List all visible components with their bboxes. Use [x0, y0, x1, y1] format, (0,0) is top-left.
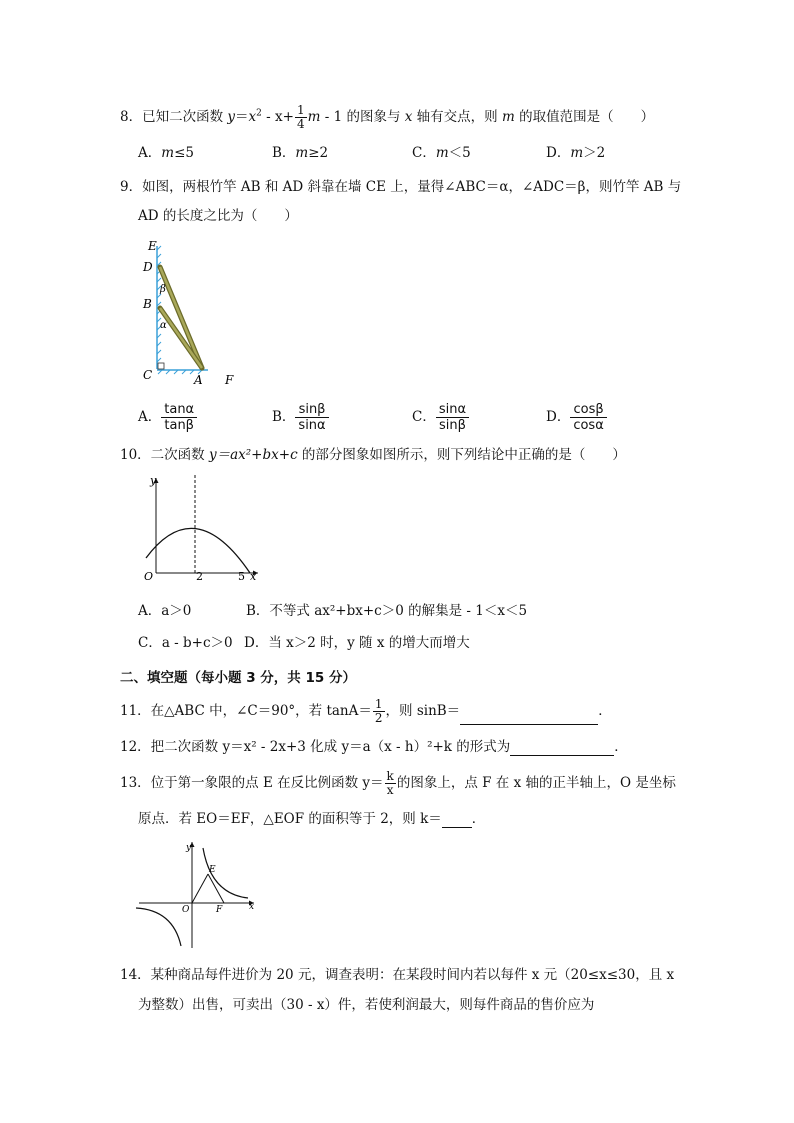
option-label: C． [412, 145, 436, 161]
frac-num: sinβ [295, 402, 328, 418]
option-label: D． [546, 145, 571, 161]
option-text: a - b+c＞0 [161, 635, 233, 651]
q8-var-m: m [307, 109, 321, 125]
frac-den: sinα [298, 418, 326, 433]
q10-graph [138, 470, 263, 586]
q10-tail: 的部分图象如图所示，则下列结论中正确的是（ ） [297, 447, 626, 463]
option-fraction [436, 402, 469, 433]
q8-var-m2: m [501, 109, 515, 125]
parabola-curve [146, 528, 250, 573]
tick-5: 5 [238, 570, 245, 583]
q10-expr: y＝ax²+bx+c [208, 447, 298, 463]
frac-num: tanα [161, 402, 197, 418]
q10-option-a[interactable] [138, 602, 191, 620]
q8-minus-x: - x+ [261, 109, 294, 125]
option-label: A． [138, 603, 162, 619]
q8-sup: 2 [256, 108, 262, 119]
option-label: C． [412, 409, 436, 425]
option-label: D． [546, 409, 571, 425]
hyperbola-branch-2 [136, 908, 181, 946]
q11-prefix: 11．在△ABC 中，∠C＝90°，若 tanA＝ [120, 703, 372, 719]
label-e: E [148, 239, 157, 253]
y-label: y [150, 474, 157, 487]
f-label: F [216, 905, 223, 915]
option-var: m [435, 145, 449, 161]
frac-den: cosα [573, 418, 604, 433]
q13-fraction [385, 770, 396, 797]
option-label: D． [244, 635, 269, 651]
q8-frac-den: 4 [296, 117, 305, 131]
segment-ef [208, 874, 224, 903]
q8-option-c[interactable] [412, 144, 471, 162]
q13-graph [136, 838, 261, 950]
q8-eq: ＝ [235, 109, 249, 125]
q9-stem-line1: 9．如图，两根竹竿 AB 和 AD 斜靠在墙 CE 上，量得∠ABC＝α，∠ADC＝β，则竹竿 AB 与 [120, 179, 682, 195]
q11-end: ． [598, 703, 612, 719]
option-fraction [295, 402, 328, 433]
segment-eo [192, 874, 208, 903]
frac-den: tanβ [164, 418, 194, 433]
option-label: B． [272, 409, 296, 425]
q8-tail3: 的取值范围是（ ） [514, 109, 655, 125]
label-f: F [225, 373, 234, 387]
option-var: m [295, 145, 309, 161]
y-label: y [186, 843, 192, 853]
q8-tail2: 轴有交点，则 [412, 109, 502, 125]
e-label: E [209, 865, 216, 875]
option-fraction [161, 402, 197, 433]
q11-frac-num: 1 [374, 697, 383, 711]
q9-option-a[interactable] [138, 402, 197, 433]
q8-var-x: x [248, 109, 257, 125]
q8-frac-num: 1 [296, 103, 305, 117]
q12-stem [120, 738, 628, 756]
q8-stem [120, 104, 654, 131]
q11-tail: ，则 sinB＝ [385, 703, 461, 719]
frac-num: cosβ [570, 402, 606, 418]
q14-stem-line1: 14．某种商品每件进价为 20 元，调查表明：在某段时间内若以每件 x 元（20≤x≤30，且 x [120, 967, 675, 983]
q10-option-d[interactable] [244, 634, 470, 652]
q12-end: ． [614, 739, 628, 755]
q13-stem-line2 [138, 810, 485, 828]
q8-axis-x: x [404, 109, 413, 125]
label-b: B [143, 297, 152, 311]
label-beta: β [160, 284, 166, 295]
q13-tail: 的图象上，点 F 在 x 轴的正半轴上，O 是坐标 [396, 775, 676, 791]
q9-option-b[interactable] [272, 402, 329, 433]
q8-option-b[interactable] [272, 144, 328, 162]
option-text: 当 x＞2 时，y 随 x 的增大而增大 [268, 635, 470, 651]
option-label: A． [138, 145, 162, 161]
q13-stem-line1 [120, 770, 676, 797]
q11-stem [120, 698, 612, 725]
origin-label: O [144, 570, 154, 583]
label-alpha: α [160, 320, 167, 331]
q11-fraction [373, 698, 385, 725]
section-title: 二、填空题（每小题 3 分，共 15 分） [120, 670, 356, 686]
option-fraction [570, 402, 606, 433]
q11-answer-blank[interactable] [460, 710, 598, 725]
option-label: B． [246, 603, 270, 619]
q8-option-d[interactable] [546, 144, 605, 162]
option-text: 不等式 ax²+bx+c＞0 的解集是 - 1＜x＜5 [269, 603, 528, 619]
option-var: m [570, 145, 584, 161]
q13-frac-den: x [386, 783, 394, 797]
option-rel: ＜5 [448, 145, 471, 161]
option-rel: ≤5 [174, 145, 194, 161]
frac-den: sinβ [438, 418, 466, 433]
option-label: A． [138, 409, 162, 425]
option-rel: ≥2 [308, 145, 329, 161]
frac-num: sinα [436, 402, 469, 418]
q9-option-c[interactable] [412, 402, 469, 433]
origin-label: O [182, 905, 190, 915]
q11-frac-den: 2 [374, 711, 383, 725]
q13-line2: 原点．若 EO＝EF，△EOF 的面积等于 2，则 k＝ [138, 811, 442, 827]
q14-stem-line2: 为整数）出售，可卖出（30 - x）件，若使利润最大，则每件商品的售价应为 [138, 997, 595, 1013]
right-angle-mark [158, 363, 164, 369]
x-label: x [250, 570, 257, 583]
q9-option-d[interactable] [546, 402, 607, 433]
q8-prefix: 8．已知二次函数 [120, 109, 228, 125]
option-label: C． [138, 635, 162, 651]
option-rel: ＞2 [583, 145, 606, 161]
q8-tail: - 1 的图象与 [320, 109, 405, 125]
label-d: D [143, 260, 153, 274]
label-c: C [143, 368, 153, 382]
option-label: B． [272, 145, 296, 161]
label-a: A [194, 373, 203, 387]
q8-var-y: y [227, 109, 236, 125]
q10-stem [120, 446, 626, 464]
q9-stem-line2: AD 的长度之比为（ ） [138, 208, 298, 224]
q10-option-c[interactable] [138, 634, 233, 652]
q12-answer-blank[interactable] [510, 741, 614, 756]
q8-option-a[interactable] [138, 144, 194, 162]
q12-text: 12．把二次函数 y＝x² - 2x+3 化成 y＝a（x - h）²+k 的形式为 [120, 739, 511, 755]
tick-2: 2 [196, 570, 203, 583]
q13-prefix: 13．位于第一象限的点 E 在反比例函数 y＝ [120, 775, 384, 791]
q13-answer-blank[interactable] [442, 813, 472, 828]
q8-fraction [295, 104, 307, 131]
x-label: x [249, 902, 255, 912]
option-var: m [161, 145, 175, 161]
q10-prefix: 10．二次函数 [120, 447, 209, 463]
q10-option-b[interactable] [246, 602, 527, 620]
q13-end: ． [471, 811, 486, 827]
q13-frac-num: k [386, 769, 394, 783]
q9-figure [138, 236, 248, 388]
option-text: a＞0 [161, 603, 192, 619]
